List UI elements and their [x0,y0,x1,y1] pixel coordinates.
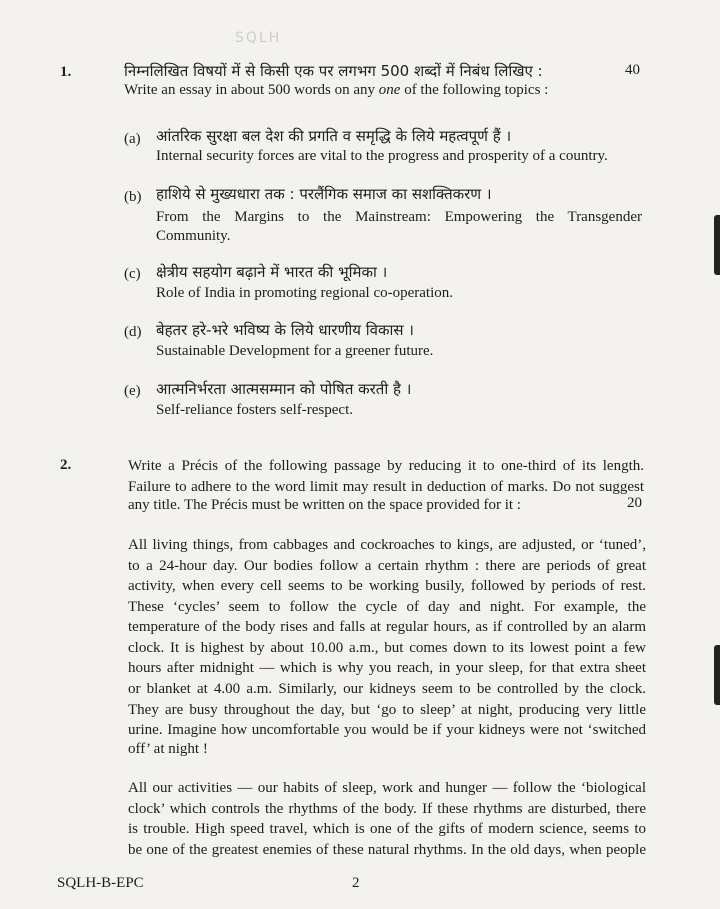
option-e-english: Self-reliance fosters self-respect. [156,402,353,418]
passage-line: to a 24-hour day. Our bodies follow a certain rhythm : there are periods of great [128,558,646,574]
passage-line: hours after midnight — which is why you reach, in your sleep, for that extra sheet [128,660,646,676]
option-e-hindi: आत्मनिर्भरता आत्मसम्मान को पोषित करती है । [156,380,412,398]
passage-line: off’ at night ! [128,741,208,757]
page-number: 2 [352,875,360,891]
question-1-marks: 40 [625,62,640,78]
question-1-instruction-english: Write an essay in about 500 words on any one of the following topics : [124,82,549,98]
option-b-english-line-2: Community. [156,228,231,244]
option-d-english: Sustainable Development for a greener future. [156,343,434,359]
faded-stamp: SQLH [235,30,282,46]
option-b-english-line-1: From the Margins to the Mainstream: Empowering the Transgender [156,209,642,225]
option-a-label: (a) [124,131,141,147]
passage-line: All living things, from cabbages and cockroaches to kings, are adjusted, or ‘tuned’, [128,537,646,553]
option-a-hindi: आंतरिक सुरक्षा बल देश की प्रगति व समृद्धि के लिये महत्वपूर्ण हैं । [156,127,512,145]
option-e-label: (e) [124,383,141,399]
passage-line: or blanket at 4.00 a.m. Similarly, our kidneys seem to be controlled by the clock. [128,681,646,697]
scan-edge-mark [714,215,720,275]
option-d-hindi: बेहतर हरे-भरे भविष्य के लिये धारणीय विकास । [156,321,414,339]
passage-line: urine. Imagine how uncomfortable you would be if your kidneys were not ‘switched [128,722,646,738]
passage-line: clock. It is highest by about 10.00 a.m., but comes down to its lowest point a few [128,640,646,656]
passage-line: temperature of the body rises and falls at regular hours, as if controlled by an alarm [128,619,646,635]
scan-edge-mark [714,645,720,705]
passage-line: These ‘cycles’ seem to follow the cycle of day and night. For example, the [128,599,646,615]
passage-line: All our activities — our habits of sleep, work and hunger — follow the ‘biological [128,780,646,796]
question-2-instruction-line-2: Failure to adhere to the word limit may result in deduction of marks. Do not suggest [128,479,644,495]
question-1-number: 1. [60,64,72,80]
option-c-label: (c) [124,266,141,282]
option-b-label: (b) [124,189,142,205]
paper-code: SQLH-B-EPC [57,875,144,891]
passage-line: activity, when every cell seems to be working busily, followed by periods of rest. [128,578,646,594]
passage-line: is trouble. High speed travel, which is one of the gifts of modern science, seems to [128,821,646,837]
passage-line: be one of the greatest enemies of these natural rhythms. In the old days, when people [128,842,646,858]
question-2-instruction-line-3: any title. The Précis must be written on the space provided for it : [128,497,521,513]
option-c-hindi: क्षेत्रीय सहयोग बढ़ाने में भारत की भूमिका । [156,263,388,281]
passage-line: They are busy throughout the day, but ‘go to sleep’ at night, producing very little [128,702,646,718]
question-2-number: 2. [60,457,72,473]
question-1-instruction-hindi: निम्नलिखित विषयों में से किसी एक पर लगभग 500 शब्दों में निबंध लिखिए : [124,62,543,80]
option-c-english: Role of India in promoting regional co-operation. [156,285,454,301]
option-b-hindi: हाशिये से मुख्यधारा तक : परलैंगिक समाज का सशक्तिकरण । [156,185,492,203]
option-d-label: (d) [124,324,142,340]
question-2-marks: 20 [627,495,642,511]
question-2-instruction-line-1: Write a Précis of the following passage by reducing it to one-third of its length. [128,458,644,474]
option-a-english: Internal security forces are vital to the progress and prosperity of a country. [156,148,608,164]
passage-line: clock’ which controls the rhythms of the body. If these rhythms are disturbed, there [128,801,646,817]
